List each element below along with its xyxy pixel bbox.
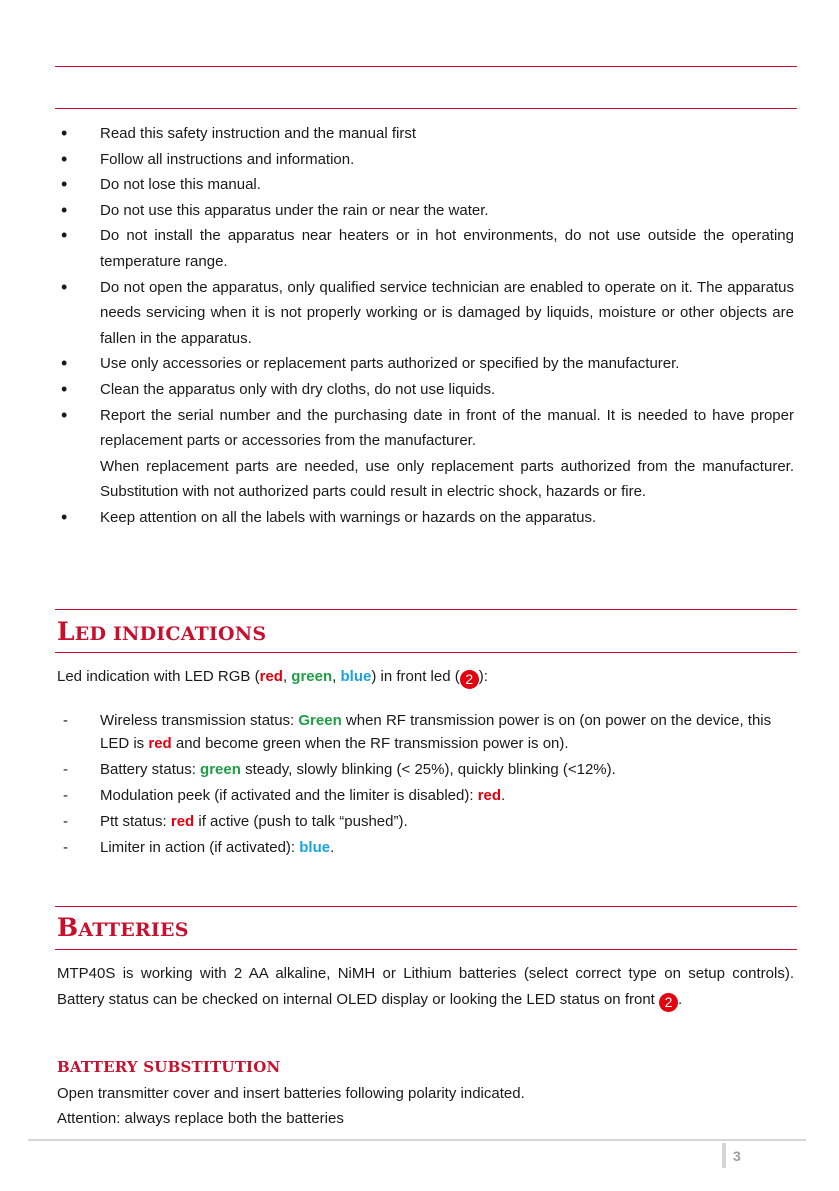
blue-label: blue <box>299 838 331 856</box>
text: Wireless transmission status: <box>100 712 299 729</box>
substitution-line-2: Attention: always replace both the batteries <box>57 1110 344 1127</box>
text: , <box>282 668 292 685</box>
list-item <box>57 811 794 834</box>
text: ) in front led ( <box>371 668 460 685</box>
text: and become green when the RF transmission power is on). <box>171 734 569 752</box>
list-item: • Read this safety instruction and the manual first <box>57 121 794 147</box>
green-label: Green <box>298 712 342 729</box>
text: Led indication with LED RGB ( <box>57 668 260 685</box>
red-label: red <box>170 812 195 830</box>
green-label: green <box>200 760 241 778</box>
list-item: • Follow all instructions and information. <box>57 147 794 173</box>
heading-rest: ED INDICATIONS <box>74 623 267 645</box>
list-item: • Do not open the apparatus, only qualified service technician are enabled to operate on it. The apparatus needs servicing when it is not properly working or is damaged by liquids, moisture or other objects are fallen in the apparatus. <box>57 275 794 352</box>
text: ): <box>478 668 488 685</box>
list-item <box>57 403 794 505</box>
text: MTP40S is working with 2 AA alkaline, NiMH or Lithium batteries (select correct type on setup controls). Battery status can be checked on internal OLED display or looking the LED status on front <box>57 965 794 1008</box>
red-label: red <box>259 668 283 685</box>
header-rule-top <box>55 66 797 67</box>
text: , <box>332 668 341 685</box>
section-rule <box>55 906 797 907</box>
text: . <box>678 990 683 1008</box>
text: if active (push to talk “pushed”). <box>194 812 408 830</box>
footer-divider <box>28 1139 806 1141</box>
list-item: • Do not use this apparatus under the rain or near the water. <box>57 198 794 224</box>
text: Limiter in action (if activated): <box>100 838 300 856</box>
heading-initial: B <box>57 913 79 942</box>
list-item: • Do not lose this manual. <box>57 172 794 198</box>
red-label: red <box>477 786 502 804</box>
list-item: • Clean the apparatus only with dry cloths, do not use liquids. <box>57 377 794 403</box>
led-status-list <box>57 710 794 863</box>
list-item <box>57 785 794 808</box>
list-item-continuation: When replacement parts are needed, use only replacement parts authorized from the manufacturer. Substitution with not authorized parts could result in electric shock, hazards or fire. <box>100 457 794 501</box>
battery-substitution-heading: BATTERY SUBSTITUTION <box>57 1058 281 1076</box>
section-rule <box>55 949 797 950</box>
list-item <box>57 710 794 755</box>
text: . <box>501 786 506 804</box>
text: Battery status: <box>100 760 201 778</box>
list-item: • Keep attention on all the labels with warnings or hazards on the apparatus. <box>57 505 794 531</box>
blue-label: blue <box>340 668 372 685</box>
reference-badge-icon: 2 <box>659 993 678 1012</box>
section-rule <box>55 609 797 610</box>
safety-instructions-list <box>57 121 794 531</box>
heading-initial: L <box>57 617 75 646</box>
text: steady, slowly blinking (< 25%), quickly blinking (<12%). <box>240 760 616 778</box>
header-rule-bottom <box>55 108 797 109</box>
text: when RF transmission power is on (on power on the device, this LED is <box>100 712 772 752</box>
red-label: red <box>148 734 172 752</box>
list-item: • Do not install the apparatus near heaters or in hot environments, do not use outside the operating temperature range. <box>57 223 794 274</box>
substitution-line-1: Open transmitter cover and insert batteries following polarity indicated. <box>57 1085 525 1102</box>
heading-rest: ATTERIES <box>78 919 189 941</box>
page-number-separator <box>722 1143 726 1168</box>
section-rule <box>55 652 797 653</box>
list-item <box>57 837 794 860</box>
led-intro <box>57 664 794 690</box>
list-item: • Use only accessories or replacement parts authorized or specified by the manufacturer. <box>57 351 794 377</box>
green-label: green <box>291 668 333 685</box>
reference-badge-icon: 2 <box>460 670 479 689</box>
led-indications-heading <box>57 617 266 646</box>
text: Ptt status: <box>100 812 171 830</box>
list-item <box>57 759 794 782</box>
batteries-body <box>57 961 794 1012</box>
list-item-text: • Report the serial number and the purchasing date in front of the manual. It is needed to have proper replacement parts or accessories from the manufacturer. <box>100 406 794 450</box>
batteries-heading <box>57 913 189 942</box>
text: . <box>330 838 335 856</box>
text: Modulation peek (if activated and the limiter is disabled): <box>100 786 478 804</box>
page-number: 3 <box>733 1148 741 1164</box>
